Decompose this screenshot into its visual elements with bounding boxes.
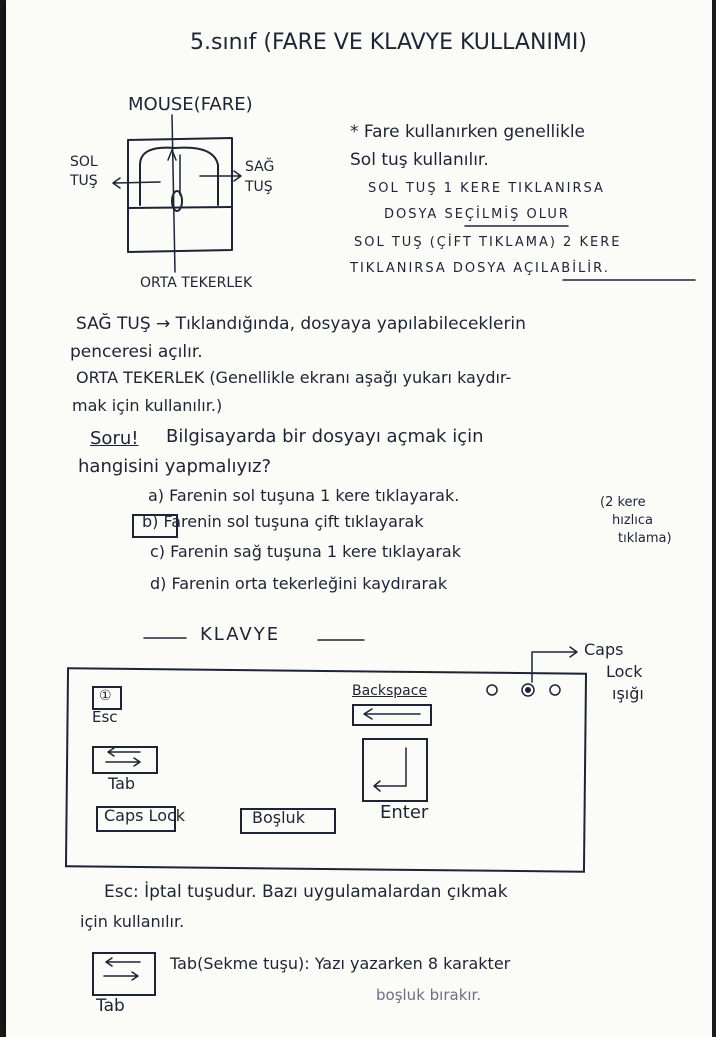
note-line-4: DOSYA SEÇİLMİŞ OLUR [384, 207, 570, 222]
question-prefix: Soru! [90, 428, 139, 449]
option-b-note-3: tıklama) [618, 531, 672, 546]
caps-lock-light-label-2: Lock [606, 662, 643, 681]
tab-key-label: Tab [108, 774, 136, 793]
tab-key-bottom-label: Tab [96, 996, 125, 1016]
question-text: Bilgisayarda bir dosyayı açmak için [166, 426, 484, 447]
right-button-label: SAĞ [245, 159, 275, 175]
note-line-5: SOL TUŞ (ÇİFT TIKLAMA) 2 KERE [354, 235, 622, 250]
option-a: a) Farenin sol tuşuna 1 kere tıklayarak. [148, 486, 460, 505]
right-button-label-2: TUŞ [245, 179, 273, 195]
enter-key-label: Enter [380, 802, 429, 823]
option-b-note-1: (2 kere [600, 495, 646, 510]
left-button-label: SOL [70, 154, 98, 170]
caps-lock-key-label: Caps Lock [104, 806, 186, 825]
left-button-label-2: TUŞ [70, 173, 98, 189]
tab-description-1: Tab(Sekme tuşu): Yazı yazarken 8 karakter [170, 954, 511, 973]
mouse-heading: MOUSE(FARE) [128, 94, 253, 115]
paragraph-line-2: penceresi açılır. [70, 342, 203, 362]
caps-lock-light-label-1: Caps [584, 640, 624, 659]
option-b: b) Farenin sol tuşuna çift tıklayarak [142, 512, 424, 531]
wheel-label: ORTA TEKERLEK [140, 275, 253, 291]
paragraph-line-4: mak için kullanılır.) [72, 396, 223, 415]
keyboard-heading: KLAVYE [200, 624, 281, 645]
esc-description-2: için kullanılır. [80, 912, 185, 931]
esc-description-1: Esc: İptal tuşudur. Bazı uygulamalardan çıkmak [104, 882, 508, 902]
tab-description-2: boşluk bırakır. [376, 986, 482, 1004]
note-line-1: * Fare kullanırken genellikle [350, 122, 586, 142]
esc-key-label: Esc [92, 708, 118, 726]
page-title: 5.sınıf (FARE VE KLAVYE KULLANIMI) [190, 30, 587, 55]
note-line-3: SOL TUŞ 1 KERE TIKLANIRSA [368, 181, 605, 196]
backspace-key-label: Backspace [352, 683, 428, 699]
question-text-2: hangisini yapmalıyız? [78, 456, 272, 477]
note-line-2: Sol tuş kullanılır. [350, 150, 489, 170]
paragraph-line-1: SAĞ TUŞ → Tıklandığında, dosyaya yapılabileceklerin [76, 314, 526, 334]
esc-key-symbol: ① [99, 688, 112, 704]
caps-lock-light-label-3: ışığı [612, 684, 644, 703]
space-key-label: Boşluk [252, 808, 305, 827]
option-c: c) Farenin sağ tuşuna 1 kere tıklayarak [150, 542, 461, 561]
note-line-6: TIKLANIRSA DOSYA AÇILABİLİR. [350, 261, 610, 276]
option-d: d) Farenin orta tekerleğini kaydırarak [150, 574, 448, 593]
paragraph-line-3: ORTA TEKERLEK (Genellikle ekranı aşağı yukarı kaydır- [76, 368, 512, 387]
option-b-note-2: hızlıca [612, 513, 654, 528]
